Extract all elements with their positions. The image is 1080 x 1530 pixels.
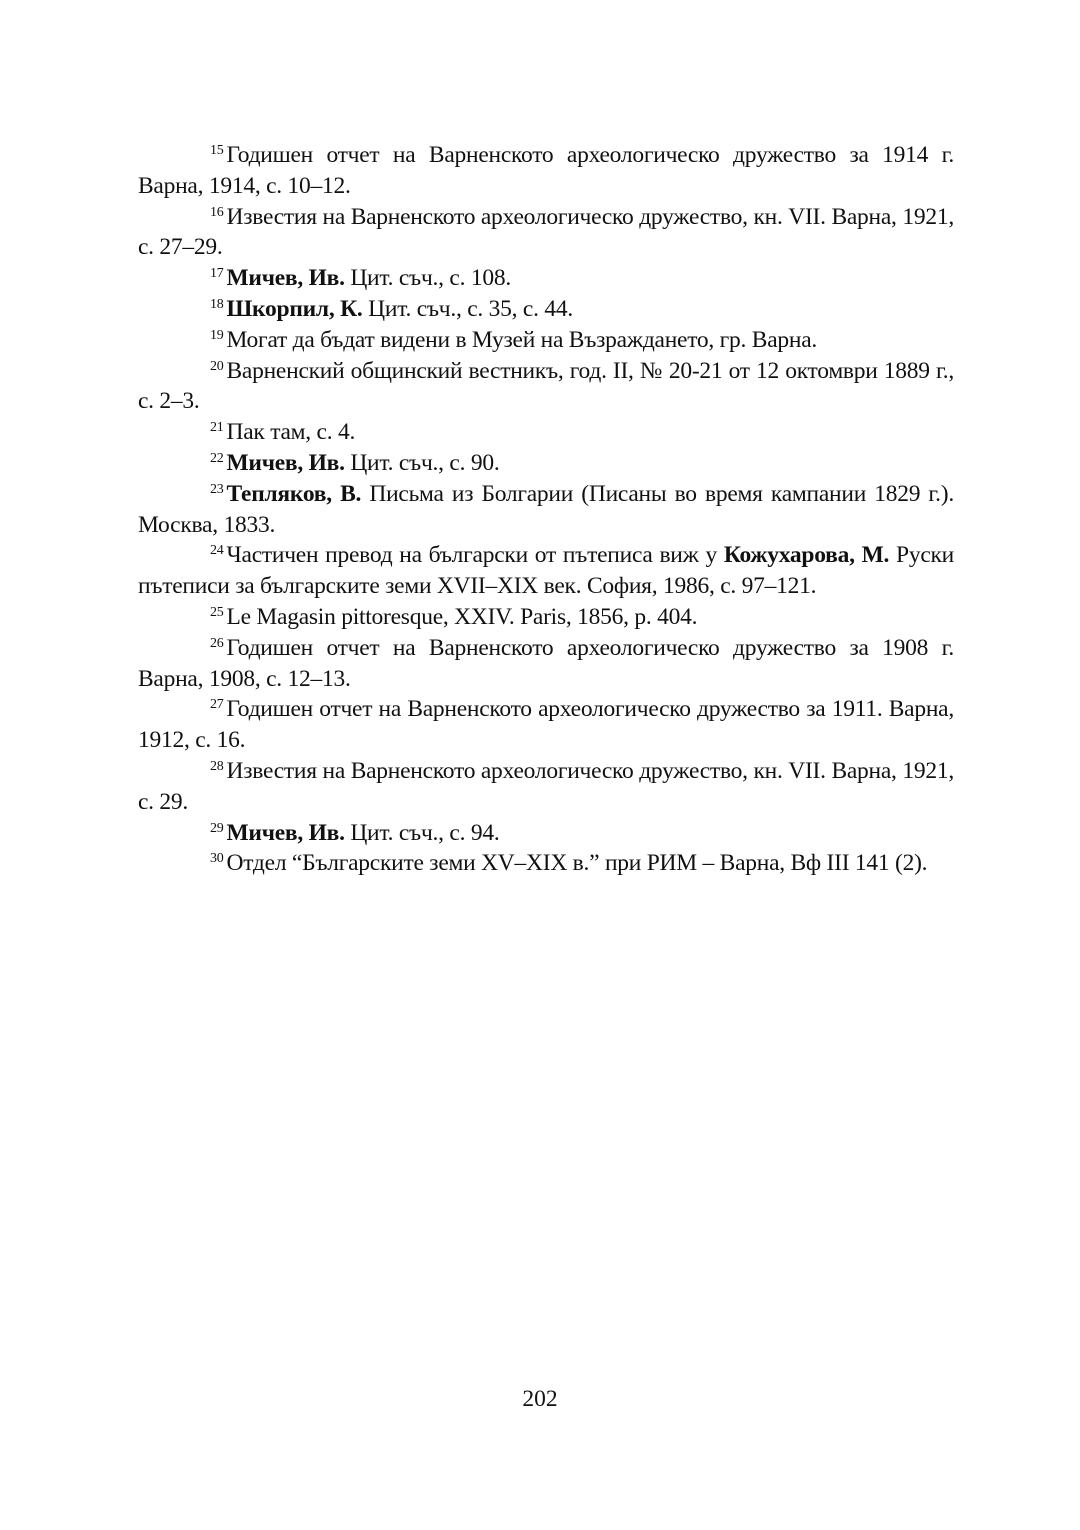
footnote-text: Известия на Варненското археологическо дружество, кн. VII. Варна, 1921, с. 27–29. [138, 203, 954, 261]
footnote-text: Могат да бъдат видени в Музей на Възраждането, гр. Варна. [226, 326, 818, 353]
footnote-number: 17 [210, 266, 224, 282]
footnote-text: Цит. съч., с. 94. [350, 819, 500, 846]
footnote [138, 263, 954, 294]
footnote-text: Годишен отчет на Варненското археологическо дружество за 1908 г. Варна, 1908, с. 12–13. [138, 634, 954, 692]
footnote-number: 16 [210, 204, 224, 220]
footnote-number: 21 [210, 420, 224, 436]
footnote [138, 818, 954, 849]
footnotes-list [138, 140, 954, 879]
footnote-text: Цит. съч., с. 35, с. 44. [368, 295, 573, 322]
footnote-number: 18 [210, 296, 224, 312]
footnote-number: 22 [210, 450, 224, 466]
footnote [138, 202, 954, 264]
footnote-author: Мичев, Ив. [226, 819, 345, 846]
footnote-text: Годишен отчет на Варненското археологическо дружество за 1914 г. Варна, 1914, с. 10–12. [138, 142, 954, 199]
footnote-author: Мичев, Ив. [226, 265, 345, 292]
footnote-number: 27 [210, 697, 224, 713]
footnote-number: 30 [210, 851, 224, 867]
footnote [138, 325, 954, 356]
footnote-text: Цит. съч., с. 90. [350, 449, 500, 476]
page-number: 202 [522, 1386, 558, 1412]
footnote-author: Шкорпил, К. [226, 295, 363, 322]
footnote [138, 756, 954, 818]
footnote [138, 356, 954, 418]
footnote-text: Известия на Варненското археологическо дружество, кн. VII. Варна, 1921, с. 29. [138, 757, 954, 815]
footnote-author: Кожухарова, М. [723, 542, 890, 569]
footnote [138, 540, 954, 602]
footnote-number: 20 [210, 358, 224, 374]
footnote-number: 24 [210, 543, 224, 559]
footnote [138, 694, 954, 756]
footnote [138, 602, 954, 633]
footnote-text: Варненский общинский вестникъ, год. II, № 20-21 от 12 октомври 1889 г., с. 2–3. [138, 357, 954, 415]
footnote-text: Le Magasin pittoresque, XXIV. Paris, 1856, p. 404. [226, 603, 698, 630]
footnote-number: 29 [210, 820, 224, 836]
footnote-text: Руски пътеписи за българските земи XVII–XIX век. София, 1986, с. 97–121. [138, 542, 954, 600]
footnote-number: 19 [210, 327, 224, 343]
footnote-number: 15 [210, 143, 224, 158]
footnote-number: 26 [210, 635, 224, 651]
footnote-number: 23 [210, 481, 224, 497]
footnote-text: Отдел “Българските земи XV–XIX в.” при РИМ – Варна, Вф III 141 (2). [226, 850, 928, 877]
footnote [138, 140, 954, 202]
footnote-author: Тепляков, В. [226, 480, 362, 507]
footnote [138, 417, 954, 448]
footnote-number: 28 [210, 758, 224, 774]
footnote-text: Цит. съч., с. 108. [350, 265, 511, 292]
footnote [138, 448, 954, 479]
footnote [138, 633, 954, 695]
footnote [138, 848, 954, 879]
footnote [138, 479, 954, 541]
footnote-text: Пак там, с. 4. [226, 419, 356, 446]
footnote-author: Мичев, Ив. [226, 449, 345, 476]
footnote-text: Годишен отчет на Варненското археологическо дружество за 1911. Варна, 1912, с. 16. [138, 696, 954, 754]
footnote [138, 294, 954, 325]
footnote-text: Частичен превод на български от пътеписа виж у [226, 542, 717, 569]
footnote-text: Письма из Болгарии (Писаны во время кампании 1829 г.). Москва, 1833. [138, 480, 954, 538]
footnote-number: 25 [210, 604, 224, 620]
